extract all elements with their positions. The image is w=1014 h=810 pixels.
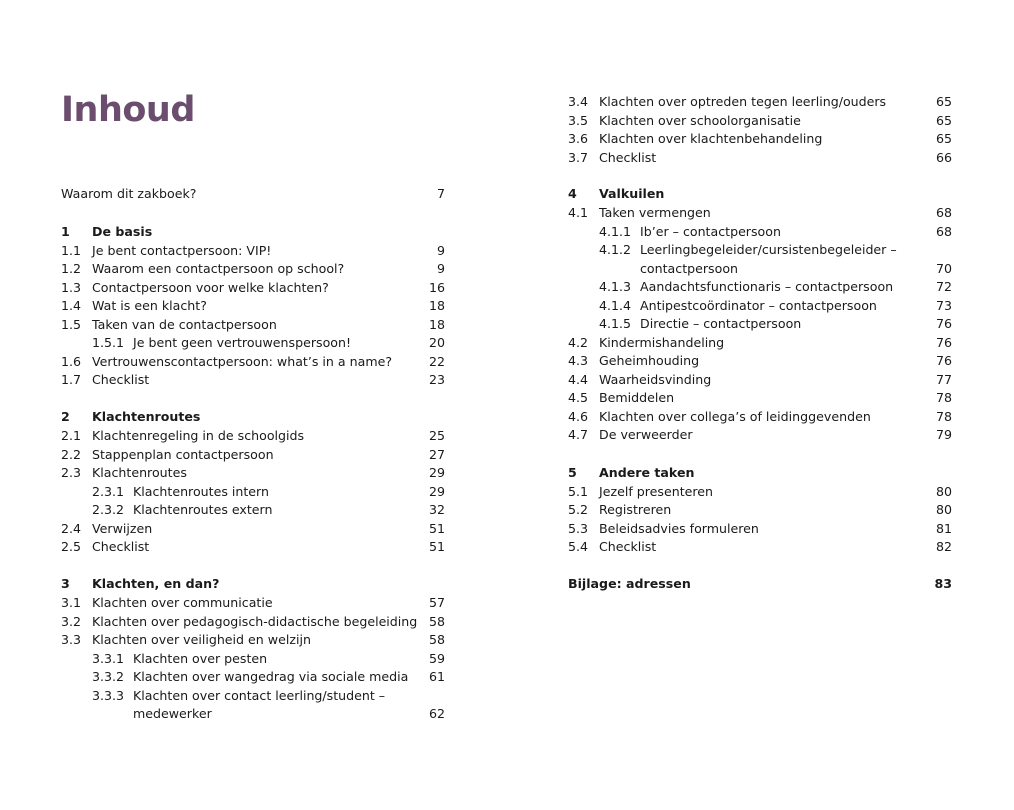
toc-entry-number: 4.1 <box>568 205 589 220</box>
toc-entry <box>568 408 952 427</box>
toc-entry-page: 16 <box>428 279 445 295</box>
toc-entry-title: Bemiddelen <box>599 390 675 405</box>
toc-entry-page: 22 <box>428 353 445 369</box>
toc-entry-number: 4.5 <box>568 390 589 405</box>
toc-entry-number: 1.7 <box>61 372 82 387</box>
toc-entry-title: Klachtenroutes intern <box>133 483 269 499</box>
toc-entry <box>568 352 952 371</box>
toc-entry <box>61 371 445 390</box>
toc-entry-title: Registreren <box>599 502 672 517</box>
toc-entry-title: Jezelf presenteren <box>599 483 714 499</box>
toc-entry-number: 1.5.1 <box>92 335 125 350</box>
toc-entry <box>61 594 445 613</box>
toc-entry-title: Vertrouwenscontactpersoon: what’s in a name? <box>92 353 393 369</box>
toc-chapter-heading <box>61 223 445 242</box>
toc-entry <box>568 315 952 334</box>
toc-entry-page: 62 <box>428 706 445 721</box>
toc-entry-page: 61 <box>428 669 445 684</box>
toc-entry-number: 2.3 <box>61 465 82 480</box>
toc-entry-page: 76 <box>935 316 952 331</box>
toc-entry-number: 4.1.4 <box>599 297 632 313</box>
toc-entry-page: 82 <box>935 539 952 554</box>
toc-entry-title: medewerker <box>133 706 212 721</box>
toc-entry-page: 29 <box>428 465 445 480</box>
toc-entry-title: Checklist <box>599 539 657 554</box>
toc-entry <box>61 705 445 724</box>
toc-entry-page: 57 <box>428 595 445 610</box>
toc-entry-title: Klachten over collega’s of leidinggevenden <box>599 408 871 424</box>
toc-entry-number: 5.3 <box>568 520 589 536</box>
toc-entry-title: Directie – contactpersoon <box>640 316 802 331</box>
toc-entry-number: 1.5 <box>61 316 82 332</box>
toc-entry-number: 3.6 <box>568 131 589 146</box>
toc-entry-page: 59 <box>428 650 445 666</box>
toc-entry-title: Klachten over veiligheid en welzijn <box>92 632 311 647</box>
toc-entry <box>61 650 445 669</box>
toc-entry <box>568 501 952 520</box>
toc-entry <box>568 93 952 112</box>
toc-entry <box>568 297 952 316</box>
toc-entry-title: Klachten over schoolorganisatie <box>599 112 801 128</box>
toc-entry <box>568 426 952 445</box>
toc-entry-number: 4.1.2 <box>599 242 632 257</box>
toc-entry-number: 4 <box>568 186 577 201</box>
toc-entry-number: 3.5 <box>568 112 589 128</box>
toc-entry-page: 77 <box>935 371 952 387</box>
toc-entry-page: 80 <box>935 502 952 517</box>
toc-entry-page: 68 <box>935 205 952 220</box>
toc-entry-title: Taken vermengen <box>599 205 711 220</box>
toc-entry-number: 2.3.1 <box>92 483 125 499</box>
toc-entry-page: 65 <box>935 112 952 128</box>
toc-entry-title: Valkuilen <box>599 186 665 201</box>
toc-entry-title: Waarom dit zakboek? <box>61 186 197 201</box>
toc-entry-page: 58 <box>428 632 445 647</box>
toc-entry-number: 5.2 <box>568 502 589 517</box>
toc-entry-number: 2.3.2 <box>92 502 125 517</box>
toc-entry-number: 3.3 <box>61 632 82 647</box>
toc-entry-title: Klachten over klachtenbehandeling <box>599 131 823 146</box>
toc-entry-title: Andere taken <box>599 465 695 480</box>
toc-chapter-heading <box>61 575 445 594</box>
toc-entry-number: 3.2 <box>61 613 82 629</box>
toc-entry-page: 9 <box>436 242 445 258</box>
toc-entry <box>61 279 445 298</box>
toc-entry-number: 4.1.5 <box>599 316 632 331</box>
toc-entry-page: 68 <box>935 223 952 239</box>
toc-entry <box>568 260 952 279</box>
toc-entry-title: Checklist <box>92 372 150 387</box>
toc-entry-number: 1.1 <box>61 242 82 258</box>
toc-entry <box>568 538 952 557</box>
toc-entry-page: 78 <box>935 408 952 424</box>
toc-entry-title: Ib’er – contactpersoon <box>640 223 781 239</box>
toc-entry-number: 5 <box>568 465 577 480</box>
toc-entry-number: 1.2 <box>61 261 82 276</box>
toc-entry-page: 78 <box>935 390 952 405</box>
toc-entry-title: Klachten over optreden tegen leerling/ouders <box>599 94 887 109</box>
toc-entry-number: 3.4 <box>568 94 589 109</box>
toc-entry-title: Je bent geen vertrouwenspersoon! <box>133 335 352 350</box>
toc-entry <box>568 204 952 223</box>
toc-entry-title: Checklist <box>92 539 150 554</box>
toc-entry-page: 58 <box>428 613 445 629</box>
toc-entry-number: 4.6 <box>568 408 589 424</box>
toc-entry-title: Je bent contactpersoon: VIP! <box>92 242 272 258</box>
toc-entry-title: Waarom een contactpersoon op school? <box>92 261 345 276</box>
toc-entry <box>568 334 952 353</box>
toc-entry-page: 76 <box>935 334 952 350</box>
toc-entry-number: 4.7 <box>568 427 589 442</box>
toc-entry-title: Stappenplan contactpersoon <box>92 446 274 462</box>
toc-entry-page: 23 <box>428 372 445 387</box>
toc-entry <box>61 464 445 483</box>
toc-entry-page: 27 <box>428 446 445 462</box>
toc-entry-number: 1 <box>61 224 70 239</box>
toc-entry <box>61 242 445 261</box>
toc-entry-page: 73 <box>935 297 952 313</box>
toc-entry-title: Bijlage: adressen <box>568 576 691 591</box>
toc-entry-number: 4.2 <box>568 334 589 350</box>
toc-entry <box>568 371 952 390</box>
toc-entry-page: 70 <box>935 260 952 276</box>
toc-entry-number: 4.1.3 <box>599 279 632 294</box>
toc-entry <box>61 260 445 279</box>
toc-entry-title: Aandachtsfunctionaris – contactpersoon <box>640 279 894 294</box>
toc-entry-page: 20 <box>428 335 445 350</box>
toc-entry-number: 4.3 <box>568 353 589 368</box>
toc-entry <box>61 501 445 520</box>
toc-entry-title: Klachten over communicatie <box>92 595 273 610</box>
toc-entry <box>61 687 445 706</box>
toc-entry-page: 18 <box>428 298 445 313</box>
toc-entry <box>61 483 445 502</box>
toc-entry-page: 51 <box>428 539 445 554</box>
toc-entry-page: 65 <box>935 94 952 109</box>
toc-entry-number: 4.4 <box>568 371 589 387</box>
toc-entry-number: 3.3.2 <box>92 669 125 684</box>
toc-entry-page: 65 <box>935 131 952 146</box>
toc-entry-title: De basis <box>92 224 153 239</box>
toc-entry-title: Klachtenroutes extern <box>133 502 273 517</box>
toc-entry-number: 1.6 <box>61 353 82 369</box>
toc-entry-page: 51 <box>428 520 445 536</box>
toc-entry-page: 32 <box>428 502 445 517</box>
toc-entry-page: 18 <box>428 316 445 332</box>
toc-entry-number: 2.2 <box>61 446 82 462</box>
toc-chapter-heading <box>568 185 952 204</box>
toc-entry-title: Klachtenroutes <box>92 465 187 480</box>
toc-entry <box>568 483 952 502</box>
toc-entry-title: Geheimhouding <box>599 353 700 368</box>
toc-entry-title: Klachtenregeling in de schoolgids <box>92 428 305 443</box>
toc-entry-title: Checklist <box>599 149 657 165</box>
toc-entry <box>61 334 445 353</box>
toc-entry-number: 5.1 <box>568 483 589 499</box>
toc-entry-title: Wat is een klacht? <box>92 298 207 313</box>
toc-entry-title: Klachten, en dan? <box>92 576 220 591</box>
toc-entry-title: Verwijzen <box>92 520 153 536</box>
toc-entry-title: Taken van de contactpersoon <box>92 316 277 332</box>
toc-entry-title: De verweerder <box>599 427 693 442</box>
toc-entry-number: 2.5 <box>61 539 82 554</box>
toc-entry <box>568 149 952 168</box>
toc-entry-page: 79 <box>935 427 952 442</box>
toc-entry-number: 1.4 <box>61 298 82 313</box>
toc-entry-page: 80 <box>935 483 952 499</box>
toc-entry-title: Contactpersoon voor welke klachten? <box>92 279 329 295</box>
toc-entry <box>568 112 952 131</box>
toc-entry <box>61 668 445 687</box>
toc-entry <box>61 446 445 465</box>
toc-entry-number: 3.7 <box>568 149 589 165</box>
toc-entry <box>61 353 445 372</box>
toc-entry-title: Waarheidsvinding <box>599 371 712 387</box>
toc-entry <box>568 389 952 408</box>
toc-entry <box>568 278 952 297</box>
toc-entry-title: contactpersoon <box>640 260 739 276</box>
toc-entry-title: Antipestcoördinator – contactpersoon <box>640 297 877 313</box>
toc-entry-page: 29 <box>428 483 445 499</box>
toc-entry-title: Klachten over contact leerling/student – <box>133 687 386 703</box>
toc-entry <box>61 631 445 650</box>
toc-entry-number: 3 <box>61 576 70 591</box>
toc-entry <box>568 223 952 242</box>
page-title: Inhoud <box>61 90 195 130</box>
toc-chapter-heading <box>61 408 445 427</box>
toc-entry-page: 7 <box>436 186 445 201</box>
toc-entry-page: 76 <box>935 353 952 368</box>
toc-entry-title: Leerlingbegeleider/cursistenbegeleider – <box>640 242 897 257</box>
toc-entry-page: 83 <box>934 576 952 591</box>
toc-chapter-heading <box>568 464 952 483</box>
toc-entry <box>61 185 445 204</box>
toc-entry <box>61 297 445 316</box>
toc-entry-page: 9 <box>436 261 445 276</box>
toc-entry-number: 2.1 <box>61 428 82 443</box>
toc-entry-page: 81 <box>935 520 952 536</box>
toc-entry-page: 72 <box>935 279 952 294</box>
toc-entry-number: 2 <box>61 409 70 424</box>
toc-entry-page: 25 <box>428 428 445 443</box>
toc-chapter-heading <box>568 575 952 594</box>
toc-entry-title: Kindermishandeling <box>599 334 725 350</box>
toc-entry <box>568 520 952 539</box>
toc-entry-title: Klachten over pesten <box>133 650 268 666</box>
toc-entry <box>568 130 952 149</box>
toc-entry <box>568 241 952 260</box>
toc-entry <box>61 520 445 539</box>
toc-entry <box>61 316 445 335</box>
toc-entry-title: Klachten over wangedrag via sociale media <box>133 669 409 684</box>
toc-entry-title: Klachtenroutes <box>92 409 201 424</box>
toc-entry-title: Klachten over pedagogisch-didactische begeleiding <box>92 613 418 629</box>
toc-entry <box>61 538 445 557</box>
toc-entry-number: 2.4 <box>61 520 82 536</box>
toc-entry-number: 5.4 <box>568 539 589 554</box>
toc-entry-page: 66 <box>935 149 952 165</box>
toc-entry-title: Beleidsadvies formuleren <box>599 520 759 536</box>
toc-entry-number: 3.3.3 <box>92 687 125 703</box>
toc-entry-number: 3.3.1 <box>92 650 125 666</box>
toc-entry <box>61 427 445 446</box>
toc-entry <box>61 613 445 632</box>
toc-entry-number: 3.1 <box>61 595 82 610</box>
toc-entry-number: 1.3 <box>61 279 82 295</box>
toc-entry-number: 4.1.1 <box>599 223 632 239</box>
